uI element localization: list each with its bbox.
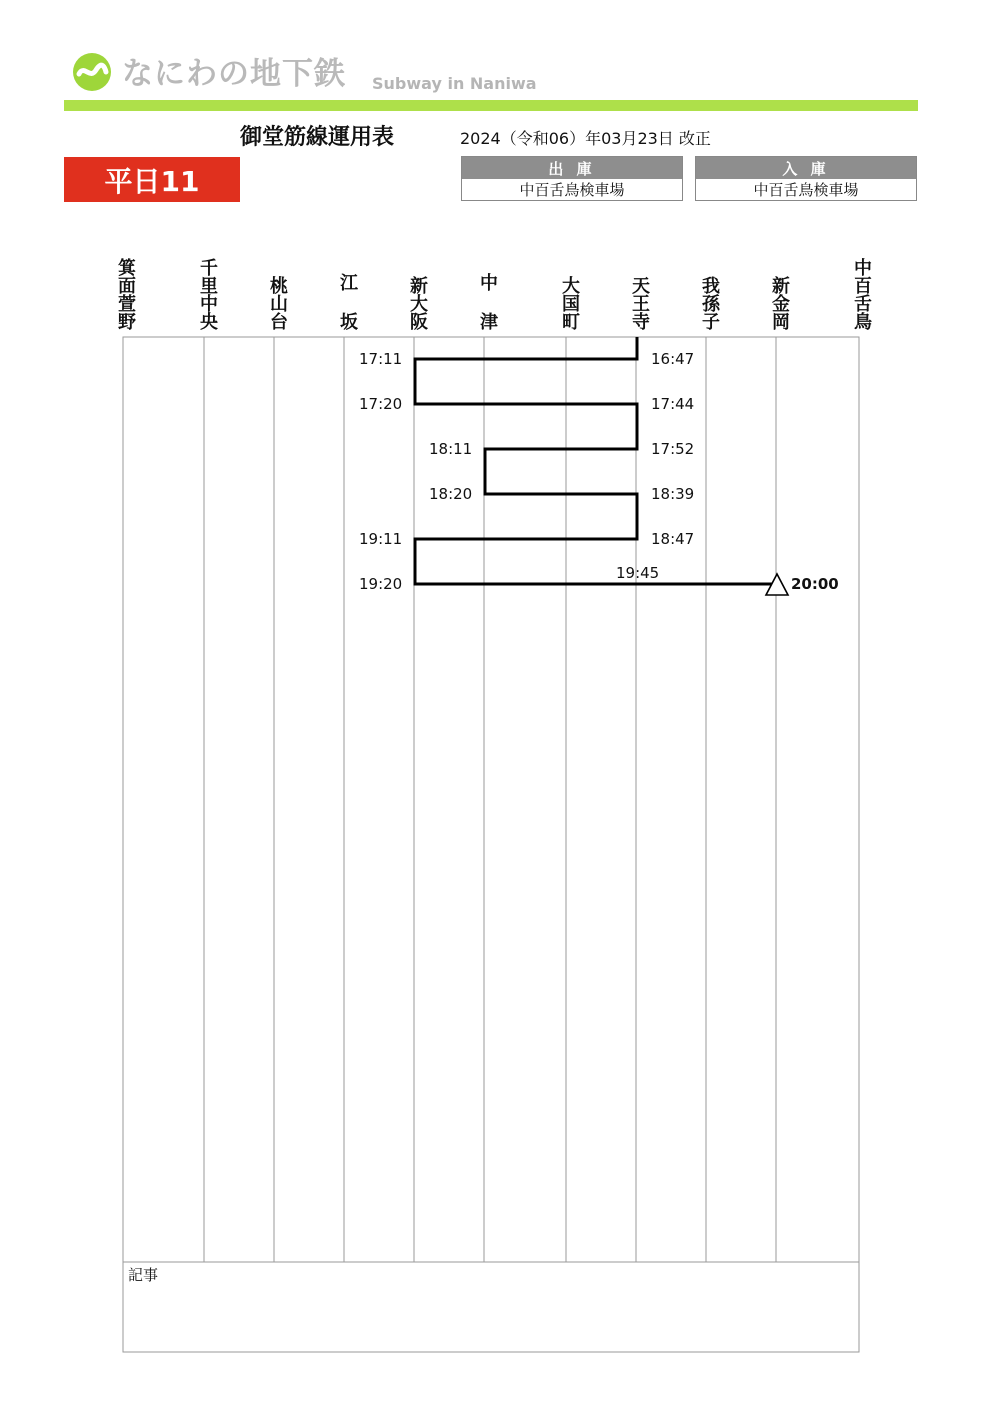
station-shin-kanaoka: 新金岡	[769, 276, 790, 330]
brand-name: なにわの地下鉄	[122, 56, 346, 92]
station-nakatsu: 中 津	[477, 273, 498, 330]
time-tennoji-pass: 19:45	[616, 564, 660, 582]
time-tennoji-dep-1: 16:47	[651, 350, 695, 368]
notes-label: 記事	[128, 1266, 159, 1284]
sheet-title: 御堂筋線運用表	[240, 125, 395, 150]
station-minoh-kayano: 箕面萱野	[115, 258, 136, 330]
time-tennoji-dep-3: 18:47	[651, 530, 695, 548]
time-shin-osaka-dep-1: 17:20	[359, 395, 403, 413]
time-tennoji-dep-2: 17:52	[651, 440, 695, 458]
depot-out-value: 中百舌鳥検車場	[519, 181, 625, 199]
station-abiko: 我孫子	[699, 276, 720, 330]
route-path	[415, 337, 775, 584]
time-nakatsu-arr: 18:11	[429, 440, 473, 458]
brand-subtitle: Subway in Naniwa	[372, 74, 537, 93]
station-senri-chuo: 千里中央	[197, 258, 218, 330]
time-tennoji-arr-2: 18:39	[651, 485, 695, 503]
time-nakatsu-dep: 18:20	[429, 485, 473, 503]
time-final-arrival: 20:00	[791, 575, 839, 593]
time-shin-osaka-arr-2: 19:11	[359, 530, 403, 548]
station-shin-osaka: 新大阪	[407, 276, 428, 330]
station-nakamozu: 中百舌鳥	[851, 258, 872, 330]
operation-badge: 平日11	[64, 157, 240, 202]
station-daikokucho: 大国町	[559, 276, 580, 330]
depot-out-label: 出 庫	[462, 157, 682, 179]
time-tennoji-arr-1: 17:44	[651, 395, 695, 413]
station-esaka: 江 坂	[337, 273, 358, 330]
revision-date: 2024（令和06）年03月23日 改正	[460, 129, 711, 148]
grid-frame	[123, 337, 859, 1352]
station-tennoji: 天王寺	[629, 276, 650, 330]
time-shin-osaka-dep-2: 19:20	[359, 575, 403, 593]
time-shin-osaka-arr-1: 17:11	[359, 350, 403, 368]
depot-in-value: 中百舌鳥検車場	[753, 181, 859, 199]
station-momoyamadai: 桃山台	[267, 276, 288, 330]
depot-in-label: 入 庫	[696, 157, 916, 179]
